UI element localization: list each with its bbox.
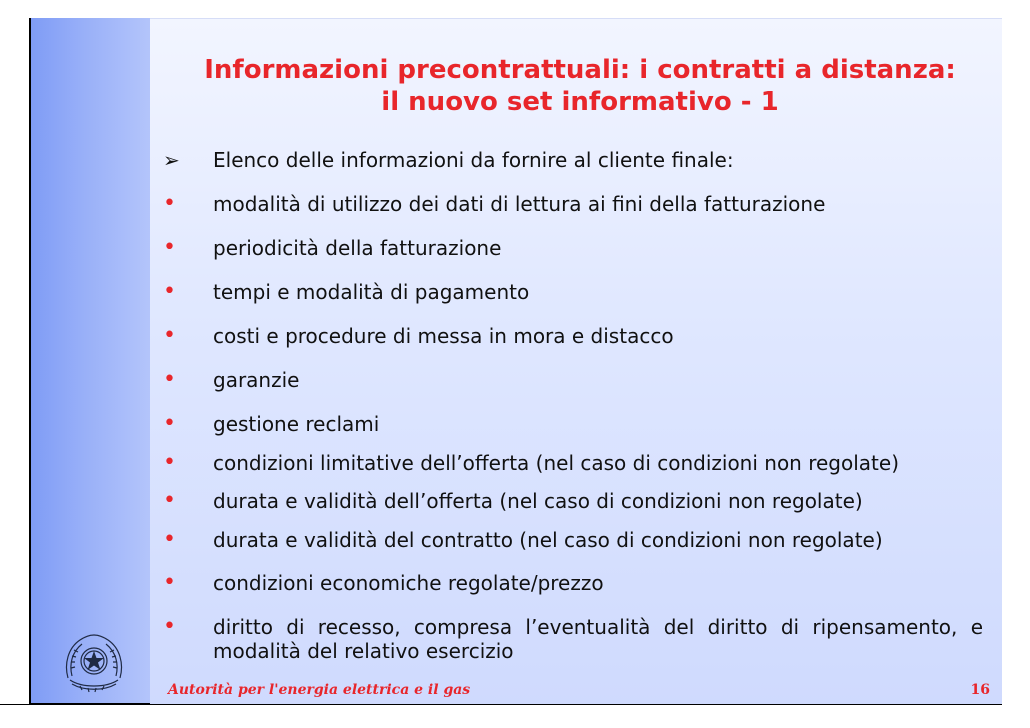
page-number: 16 — [970, 682, 990, 698]
slide-title — [160, 54, 1000, 118]
bullet-icon: • — [163, 191, 176, 216]
bullet-icon: • — [163, 488, 176, 513]
bullet-icon: • — [163, 411, 176, 436]
list-item-text: gestione reclami — [213, 412, 380, 436]
bullet-icon: • — [163, 323, 176, 348]
list-item-text: costi e procedure di messa in mora e distacco — [213, 324, 674, 348]
footer-organization: Autorità per l'energia elettrica e il gas — [168, 682, 471, 698]
intro-text: Elenco delle informazioni da fornire al cliente finale: — [213, 148, 734, 172]
slide-title-line-1: Informazioni precontrattuali: i contratti a distanza: — [204, 55, 956, 85]
list-item-text: condizioni limitative dell’offerta (nel caso di condizioni non regolate) — [213, 451, 899, 475]
list-item-text: condizioni economiche regolate/prezzo — [213, 571, 604, 595]
italian-republic-emblem-icon — [60, 630, 128, 696]
list-item-text: garanzie — [213, 368, 300, 392]
list-item-text: diritto di recesso, compresa l’eventualità del diritto di ripensamento, e modalità del relativo esercizio — [213, 615, 983, 663]
list-item-text: tempi e modalità di pagamento — [213, 280, 530, 304]
bullet-icon: • — [163, 614, 176, 639]
bullet-icon: • — [163, 450, 176, 475]
left-decorative-band — [29, 18, 152, 704]
bullet-icon: • — [163, 367, 176, 392]
list-item-text: modalità di utilizzo dei dati di lettura ai fini della fatturazione — [213, 192, 826, 216]
bullet-icon: • — [163, 527, 176, 552]
content-background — [150, 18, 1002, 705]
slide-title-line-2: il nuovo set informativo - 1 — [381, 87, 779, 117]
bullet-icon: • — [163, 570, 176, 595]
bullet-icon: • — [163, 235, 176, 260]
list-item-text: durata e validità del contratto (nel caso di condizioni non regolate) — [213, 528, 883, 552]
list-item-text: durata e validità dell’offerta (nel caso di condizioni non regolate) — [213, 489, 863, 513]
list-item-text: periodicità della fatturazione — [213, 236, 502, 260]
arrow-bullet-icon: ➢ — [163, 148, 180, 172]
bullet-icon: • — [163, 279, 176, 304]
